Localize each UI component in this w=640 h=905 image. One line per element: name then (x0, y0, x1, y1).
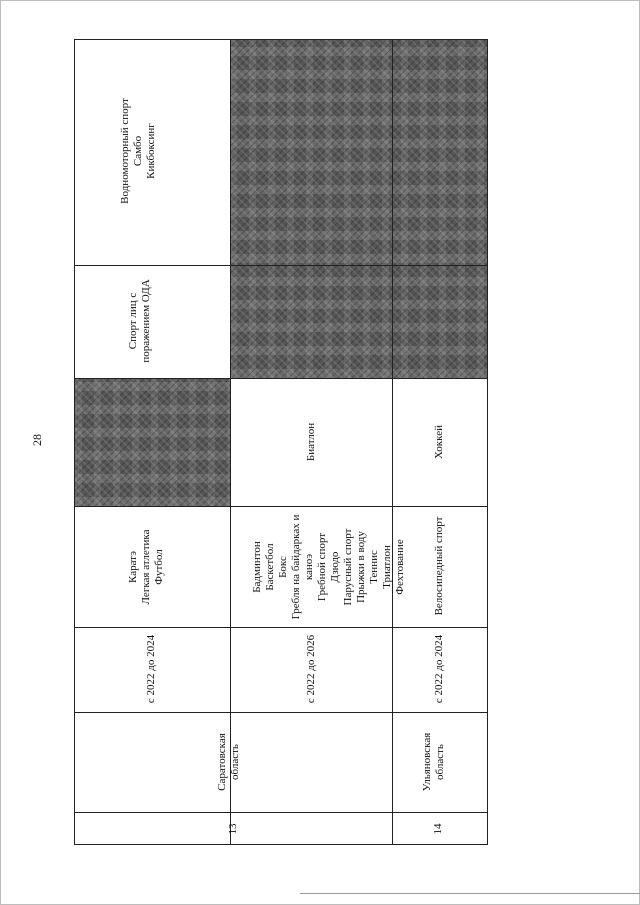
oda-sport-line-1: Спорт лиц с (127, 292, 139, 350)
row-divider-region (74, 712, 488, 713)
sport-b-12: Фехтование (394, 539, 406, 595)
region-14-line-2: область (434, 744, 446, 780)
sport-b-10: Теннис (368, 550, 380, 584)
sport-b-4: Гребля на байдарках и (290, 514, 302, 620)
cell-winter-sport-14: Хоккей (433, 425, 445, 459)
cell-region-13 (216, 722, 252, 802)
sport-a-2: Легкая атлетика (140, 529, 152, 605)
cell-region-14 (421, 722, 457, 802)
sport-b-6: Гребной спорт (316, 532, 328, 602)
sport-b-3: Бокс (277, 556, 289, 578)
cell-number-13: 13 (227, 823, 239, 835)
region-14-line-1: Ульяновская (421, 732, 433, 792)
cell-oda-sport (127, 265, 177, 377)
extra-sport-3: Кикбоксинг (145, 123, 157, 179)
sport-a-3: Футбол (153, 549, 165, 585)
oda-sport-line-2: поражением ОДА (140, 279, 152, 363)
page-number: 28 (30, 434, 44, 446)
sport-b-2: Баскетбол (264, 543, 276, 591)
region-13-line-2: область (229, 744, 241, 780)
cell-winter-sport-13: Биатлон (305, 422, 317, 462)
bottom-rule (300, 893, 640, 894)
extra-sport-1: Водномоторный спорт (119, 98, 131, 204)
cell-period-a: с 2022 до 2024 (145, 634, 157, 704)
sport-b-9: Прыжки в воду (355, 531, 367, 603)
cell-number-14: 14 (432, 823, 444, 835)
cell-sports-b (251, 492, 406, 642)
sport-b-8: Парусный спорт (342, 528, 354, 606)
cell-sports-a (127, 511, 177, 623)
region-13-line-1: Саратовская (216, 733, 228, 791)
sport-b-1: Бадминтон (251, 541, 263, 593)
sport-b-5: каноэ (303, 553, 315, 581)
row-divider-winter (74, 378, 488, 379)
sport-b-11: Триатлон (381, 545, 393, 589)
col-divider-2 (392, 39, 393, 845)
cell-extra-sports (119, 39, 185, 263)
cell-period-14: с 2022 до 2024 (433, 634, 445, 704)
row-divider-number (74, 812, 488, 813)
sports-table (74, 39, 488, 845)
cell-period-b: с 2022 до 2026 (305, 634, 317, 704)
extra-sport-2: Самбо (132, 135, 144, 167)
sport-b-7: Дзюдо (329, 551, 341, 583)
cell-sport-14: Велосипедный спорт (433, 516, 445, 616)
sport-a-1: Каратэ (127, 551, 139, 583)
